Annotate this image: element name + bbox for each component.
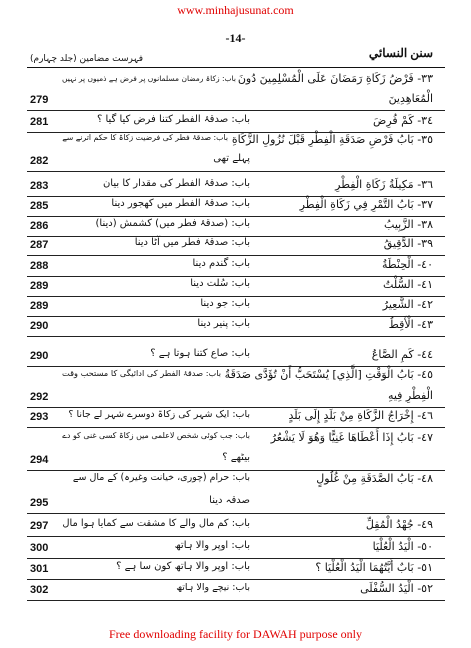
page-ref: 289	[30, 300, 49, 312]
chapter-title-urdu: باب: ایک شہر کی زکاۃ دوسرے شہر لے جانا ؟	[68, 409, 250, 420]
row-divider	[27, 407, 445, 408]
chapter-title-urdu: باب: صدقۂ الفطر میں کھجور دینا	[111, 198, 250, 209]
page-ref: 285	[30, 200, 49, 212]
page-ref: 295	[30, 497, 49, 509]
chapter-title-urdu: باب: سُلت دینا	[190, 278, 250, 289]
page-ref: 282	[30, 155, 49, 167]
chapter-title-arabic: ٤٨- بَابُ الصَّدَقَةِ مِنْ غُلُولٍ	[316, 472, 433, 485]
row-divider	[27, 276, 445, 277]
chapter-title-arabic: ٤٩- جُهْدُ الْمُقِلِّ	[365, 518, 433, 531]
page-ref: 283	[30, 180, 49, 192]
chapter-title-arabic: ٣٦- مَكِيلَةُ زَكَاةِ الْفِطْرِ	[335, 178, 433, 191]
chapter-title-arabic: ٤٧- بَابُ إِذَا أَعْطَاهَا غَنِيًّا وَهُوَ لَا يَشْعُرُ	[270, 431, 433, 444]
page-ref: 289	[30, 280, 49, 292]
chapter-title-arabic: ٣٤- كَمْ فُرِضَ	[373, 114, 433, 127]
chapter-title-urdu: باب: جب کوئی شخص لاعلمی میں زکاۃ کسی غنی کو دے	[62, 431, 250, 440]
row-divider	[27, 536, 445, 537]
running-header: فہرست مضامین (جلد چہارم)	[30, 54, 144, 64]
row-divider	[27, 216, 445, 217]
chapter-title-arabic: ٤٦- إِخْرَاجُ الزَّكَاةِ مِنْ بَلَدٍ إِلَى بَلَدٍ	[288, 409, 433, 422]
footer-note: Free downloading facility for DAWAH purpose only	[109, 627, 362, 641]
chapter-title-urdu: باب: زکاۃ رمضان مسلمانوں پر فرض ہے ذمیوں پر نہیں	[62, 74, 236, 83]
chapter-title-urdu: باب: اوپر والا ہاتھ	[174, 540, 250, 551]
chapter-title-urdu: باب: صدقۂ الفطر کی ادائیگی کا مستحب وقت	[62, 368, 221, 378]
chapter-title-urdu: باب: اوپر والا ہاتھ کون سا ہے ؟	[116, 561, 250, 572]
chapter-title-arabic: الْفِطْرِ فِيهِ	[387, 389, 433, 402]
chapter-title-arabic: ٤١- السُّلْتُ	[383, 278, 433, 291]
chapter-title-arabic: ٤٣- الْأَقِطُ	[388, 318, 433, 331]
chapter-title-arabic: ٤٠- الْحِنْطَةُ	[381, 258, 433, 271]
site-url: www.minhajusunat.com	[177, 3, 294, 17]
row-divider	[27, 579, 445, 580]
chapter-title-arabic: ٥٠- الْيَدُ الْعُلْيَا	[372, 540, 433, 553]
row-divider	[27, 296, 445, 297]
chapter-title-arabic: ٣٥- بَابُ فَرْضِ صَدَقَةِ الْفِطْرِ قَبْلَ نُزُولِ الزَّكَاةِ	[231, 133, 433, 146]
page-ref: 290	[30, 350, 49, 362]
chapter-title-urdu: پہلے تھی	[213, 153, 250, 164]
page-ref: 293	[30, 411, 49, 423]
page-ref: 292	[30, 391, 49, 403]
page-ref: 281	[30, 116, 49, 128]
chapter-title-arabic: ٤٢- الشَّعِيرُ	[382, 298, 433, 311]
row-divider	[27, 110, 445, 111]
chapter-title-urdu: باب: صاع کتنا ہوتا ہے ؟	[150, 348, 250, 359]
row-divider	[27, 316, 445, 317]
row-divider	[27, 366, 445, 367]
chapter-title-arabic: ٣٨- الزَّبِيبُ	[384, 218, 433, 231]
row-divider	[27, 558, 445, 559]
chapter-title-arabic: ٣٩- الدَّقِيقُ	[383, 237, 433, 250]
row-divider	[27, 171, 445, 172]
header-rule	[27, 67, 445, 68]
row-divider	[27, 513, 445, 514]
chapter-title-arabic: ٥١- بَابٌ أَيَّتُهُمَا الْيَدُ الْعُلْيَا ؟	[315, 561, 433, 574]
page-number: -14-	[225, 31, 246, 45]
page-ref: 287	[30, 239, 49, 251]
row-divider	[27, 336, 445, 337]
chapter-title-arabic: الْمُعَاهِدِينَ	[388, 92, 433, 105]
chapter-title-urdu: باب: کم مال والے کا مشقت سے کمایا ہوا مال	[62, 518, 250, 529]
chapter-title-urdu: باب: صدقۂ فطر میں آٹا دینا	[134, 237, 250, 248]
book-title: سنن النسائي	[368, 46, 433, 60]
chapter-title-urdu: صدقہ دینا	[209, 495, 250, 506]
page-ref: 279	[30, 94, 49, 106]
chapter-title-urdu: باب: صدقۂ فطر کی فرضیت زکاۃ کا حکم اترنے سے	[62, 133, 228, 142]
chapter-title-urdu: باب: پنیر دینا	[197, 318, 250, 329]
chapter-title-urdu: باب: (صدقۂ فطر میں) کشمش (دینا)	[95, 218, 250, 229]
row-divider	[27, 427, 445, 428]
chapter-title-arabic: ٤٤- كَمِ الصَّاعُ	[371, 348, 433, 361]
chapter-title-urdu: باب: جو دینا	[200, 298, 250, 309]
page-ref: 300	[30, 542, 49, 554]
chapter-title-urdu: باب: صدقۂ الفطر کتنا فرض کیا گیا ؟	[96, 114, 250, 125]
row-divider	[27, 600, 445, 601]
page-ref: 302	[30, 584, 49, 596]
page-ref: 301	[30, 563, 49, 575]
chapter-title-urdu: باب: گندم دینا	[192, 258, 250, 269]
page-ref: 288	[30, 260, 49, 272]
row-divider	[27, 196, 445, 197]
row-divider	[27, 255, 445, 256]
page-ref: 286	[30, 220, 49, 232]
chapter-title-urdu: باب: صدقۂ الفطر کی مقدار کا بیان	[102, 178, 250, 189]
chapter-title-arabic: ٥٢- الْيَدُ السُّفْلَى	[360, 582, 433, 595]
chapter-title-urdu: باب: نیچے والا ہاتھ	[176, 582, 250, 593]
chapter-title-urdu: بیٹھے ؟	[222, 452, 250, 463]
page-ref: 297	[30, 520, 49, 532]
chapter-title-arabic: ٣٣- فَرْضُ زَكَاةِ رَمَضَانَ عَلَى الْمُسْلِمِينَ دُونَ	[237, 72, 433, 85]
chapter-title-urdu: باب: حرام (چوری، خیانت وغیرہ) کے مال سے	[72, 472, 250, 483]
chapter-title-arabic: ٣٧- بَابُ التَّمْرِ فِي زَكَاةِ الْفِطْرِ	[299, 198, 433, 211]
chapter-title-arabic: ٤٥- بَابُ الْوَقْتِ [الَّذِي] يُسْتَحَبُّ أَنْ تُؤَدَّى صَدَقَةُ	[224, 368, 433, 381]
row-divider	[27, 470, 445, 471]
page-ref: 290	[30, 320, 49, 332]
page-ref: 294	[30, 454, 49, 466]
